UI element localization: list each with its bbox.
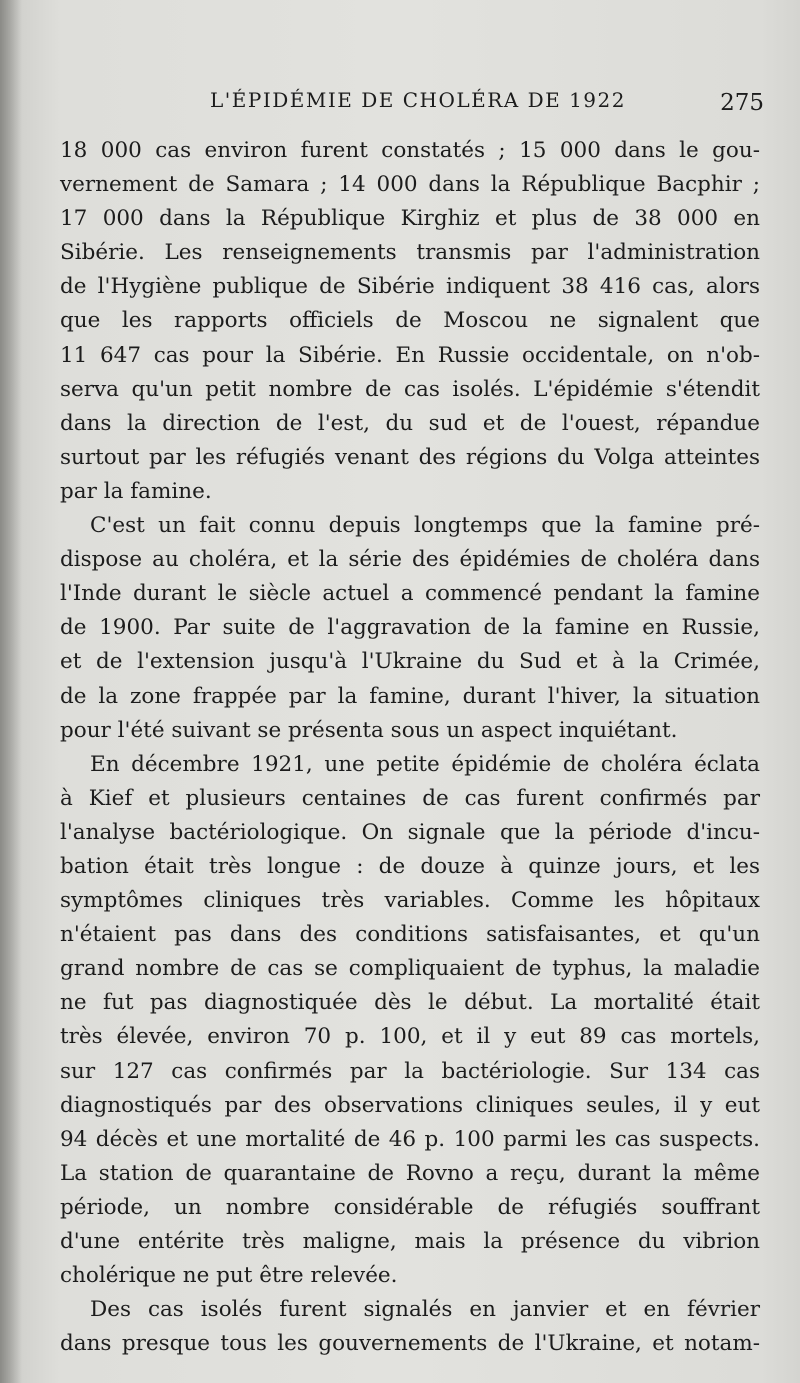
text-line: 18 000 cas environ furent constatés ; 15 000 dans le gou- [60,138,760,163]
text-line: pour l'été suivant se présenta sous un aspect inquiétant. [60,717,678,743]
text-line: En décembre 1921, une petite épidémie de choléra éclata [90,751,760,777]
text-line: et de l'extension jusqu'à l'Ukraine du Sud et à la Crimée, [60,649,760,675]
running-title: L'ÉPIDÉMIE DE CHOLÉRA DE 1922 [210,88,626,112]
text-line: C'est un fait connu depuis longtemps que la famine pré- [90,513,760,539]
page-text [60,86,764,1361]
text-line: l'analyse bactériologique. On signale que la période d'incu- [60,819,760,845]
text-line: vernement de Samara ; 14 000 dans la République Bacphir ; [60,172,760,198]
page-number: 275 [720,90,764,116]
text-line: surtout par les réfugiés venant des régions du Volga atteintes [60,444,760,470]
text-line: ne fut pas diagnostiquée dès le début. La mortalité était [60,990,760,1016]
text-line: dans presque tous les gouvernements de l'Ukraine, et notam- [60,1331,760,1357]
text-line: de l'Hygiène publique de Sibérie indiquent 38 416 cas, alors [60,274,760,300]
paragraph-3 [60,748,760,1294]
text-line: de 1900. Par suite de l'aggravation de la famine en Russie, [60,615,760,641]
text-line: par la famine. [60,478,212,504]
text-line: dans la direction de l'est, du sud et de l'ouest, répandue [60,410,760,436]
text-line: dispose au choléra, et la série des épidémies de choléra dans [60,547,760,573]
text-line: 17 000 dans la République Kirghiz et plus de 38 000 en [60,206,760,232]
text-line: que les rapports officiels de Moscou ne signalent que [60,308,760,334]
text-line: n'étaient pas dans des conditions satisfaisantes, et qu'un [60,922,760,948]
text-line: symptômes cliniques très variables. Comme les hôpitaux [60,888,760,914]
text-line: 11 647 cas pour la Sibérie. En Russie occidentale, on n'ob- [60,342,760,368]
text-line: période, un nombre considérable de réfugiés souffrant [60,1194,760,1220]
text-line: à Kief et plusieurs centaines de cas furent confirmés par [60,785,760,811]
text-line: grand nombre de cas se compliquaient de typhus, la maladie [60,956,760,982]
text-line: Sibérie. Les renseignements transmis par l'administration [60,240,760,266]
paragraph-1 [60,134,760,509]
text-line: cholérique ne put être relevée. [60,1263,398,1289]
text-line: 94 décès et une mortalité de 46 p. 100 parmi les cas suspects. [60,1126,760,1152]
text-line: très élevée, environ 70 p. 100, et il y eut 89 cas mortels, [60,1024,760,1050]
paragraph-4 [60,1293,760,1361]
text-line: l'Inde durant le siècle actuel a commencé pendant la famine [60,581,760,607]
text-line: serva qu'un petit nombre de cas isolés. L'épidémie s'étendit [60,376,760,402]
paragraph-2 [60,509,760,748]
text-line: sur 127 cas confirmés par la bactériologie. Sur 134 cas [60,1058,760,1084]
text-line: Des cas isolés furent signalés en janvier et en février [90,1297,760,1323]
text-line: diagnostiqués par des observations cliniques seules, il y eut [60,1092,760,1118]
running-head [60,86,764,134]
text-line: de la zone frappée par la famine, durant l'hiver, la situation [60,683,760,709]
text-line: La station de quarantaine de Rovno a reçu, durant la même [60,1160,760,1186]
text-line: d'une entérite très maligne, mais la présence du vibrion [60,1229,760,1254]
text-line: bation était très longue : de douze à quinze jours, et les [60,853,760,879]
